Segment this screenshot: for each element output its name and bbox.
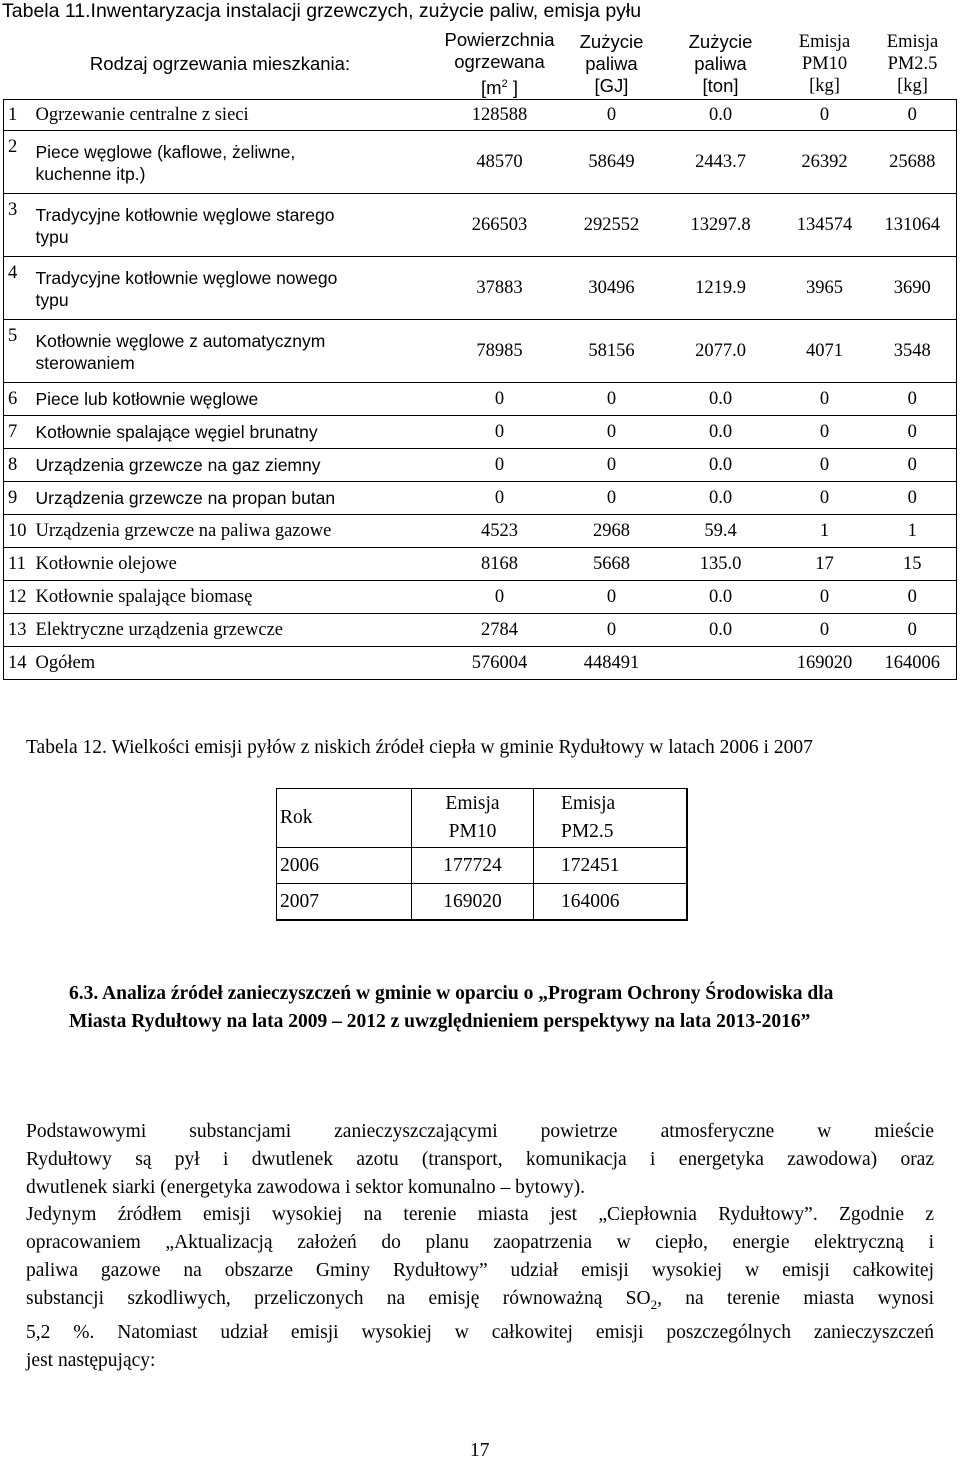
paragraph-line: opracowaniem „Aktualizacją założeń do planu zaopatrzenia w ciepło, energie elektryczną i [26,1232,934,1253]
row-name: Kotłownie spalające biomasę [36,581,437,614]
cell-ton: 1219.9 [661,257,781,320]
cell-pm25: 164006 [869,647,957,680]
row-number: 10 [4,515,36,548]
cell-pm10: 0 [781,100,869,131]
table-row [4,581,957,614]
row-name: Elektryczne urządzenia grzewcze [36,614,437,647]
row-name: Tradycyjne kotłownie węglowe starego typu [36,194,437,257]
cell-pm25: 0 [869,449,957,482]
table-row [4,131,957,194]
table-row [4,614,957,647]
row-name: Kotłownie olejowe [36,548,437,581]
row-number: 5 [4,320,36,383]
header-heating-type: Rodzaj ogrzewania mieszkania: [4,28,437,100]
cell-ton: 0.0 [661,449,781,482]
cell-pm25: 3548 [869,320,957,383]
cell-pm10: 169020 [781,647,869,680]
row-number: 2 [4,131,36,194]
cell-gj: 0 [563,614,661,647]
row-name: Piece węglowe (kaflowe, żeliwne, kuchenne itp.) [36,131,437,194]
table-row [4,482,957,515]
row-number: 14 [4,647,36,680]
header-year: Rok [277,789,412,848]
cell-gj: 0 [563,581,661,614]
cell-pm25: 0 [869,416,957,449]
row-number: 8 [4,449,36,482]
cell-pm25: 0 [869,383,957,416]
cell-ton: 0.0 [661,581,781,614]
cell-pm25: 1 [869,515,957,548]
table-12-title: Tabela 12. Wielkości emisji pyłów z niskich źródeł ciepła w gminie Rydułtowy w latach 2006 i 2007 [26,737,813,758]
header-pm10: Emisja PM10 [412,789,534,848]
table-row [277,848,687,884]
cell-gj: 0 [563,449,661,482]
cell-pm10: 4071 [781,320,869,383]
cell-pm25: 131064 [869,194,957,257]
row-number: 4 [4,257,36,320]
cell-gj: 30496 [563,257,661,320]
header-pm10: Emisja PM10 [kg] [781,28,869,100]
table-row [4,194,957,257]
cell-area: 0 [437,581,563,614]
cell-pm10: 0 [781,416,869,449]
row-name: Tradycyjne kotłownie węglowe nowego typu [36,257,437,320]
cell-pm10: 26392 [781,131,869,194]
cell-gj: 292552 [563,194,661,257]
header-pm25: Emisja PM2.5 [534,789,687,848]
table-row [4,548,957,581]
table-12 [276,788,688,921]
row-number: 6 [4,383,36,416]
cell-ton: 0.0 [661,416,781,449]
cell-area: 0 [437,416,563,449]
cell-area: 576004 [437,647,563,680]
table-row-total [4,647,957,680]
row-name: Kotłownie spalające węgiel brunatny [36,416,437,449]
cell-pm10: 0 [781,482,869,515]
row-number: 3 [4,194,36,257]
row-name: Ogrzewanie centralne z sieci [36,100,437,131]
cell-area: 128588 [437,100,563,131]
paragraph-line: substancji szkodliwych, przeliczonych na emisję równoważną $SO_2$, na terenie miasta wynosi [26,1288,934,1312]
table-row [4,100,957,131]
cell-gj: 448491 [563,647,661,680]
cell-pm25: 15 [869,548,957,581]
paragraph-line: 5,2 %. Natomiast udział emisji wysokiej w całkowitej emisji poszczególnych zanieczyszczeń [26,1321,934,1343]
cell-ton: 0.0 [661,614,781,647]
table-12-header [277,789,687,848]
paragraph-line: paliwa gazowe na obszarze Gminy Rydułtowy” udział emisji wysokiej w emisji całkowitej [26,1260,934,1281]
cell-area: 266503 [437,194,563,257]
row-name: Piece lub kotłownie węglowe [36,383,437,416]
cell-area: 0 [437,482,563,515]
table-row [4,320,957,383]
cell-pm25: 0 [869,482,957,515]
cell-area: 2784 [437,614,563,647]
cell-pm10: 0 [781,449,869,482]
page-number: 17 [470,1440,490,1461]
cell-gj: 58156 [563,320,661,383]
cell-pm25: 172451 [534,848,687,884]
row-name: Urządzenia grzewcze na propan butan [36,482,437,515]
cell-area: 4523 [437,515,563,548]
table-11-title: Tabela 11.Inwentaryzacja instalacji grzewczych, zużycie paliw, emisja pyłu [2,0,642,22]
cell-year: 2006 [277,848,412,884]
cell-pm10: 134574 [781,194,869,257]
cell-area: 0 [437,449,563,482]
cell-gj: 5668 [563,548,661,581]
header-fuel-gj: Zużycie paliwa [GJ] [563,28,661,100]
cell-gj: 58649 [563,131,661,194]
table-row [277,884,687,921]
cell-ton: 0.0 [661,482,781,515]
row-number: 9 [4,482,36,515]
cell-pm10: 3965 [781,257,869,320]
cell-ton: 0.0 [661,383,781,416]
cell-gj: 2968 [563,515,661,548]
section-heading: 6.3. Analiza źródeł zanieczyszczeń w gminie w oparciu o „Program Ochrony Środowiska dla Miasta Rydułtowy na lata 2009 – 2012 z uwzględnieniem perspektywy na lata 2013-2016” [69,983,834,1032]
cell-ton: 135.0 [661,548,781,581]
paragraph-1 [26,1118,934,1202]
cell-area: 8168 [437,548,563,581]
table-row [4,416,957,449]
row-name: Kotłownie węglowe z automatycznym sterowaniem [36,320,437,383]
cell-ton [661,647,781,680]
cell-pm10: 17 [781,548,869,581]
row-name: Ogółem [36,647,437,680]
cell-gj: 0 [563,100,661,131]
cell-pm10: 0 [781,614,869,647]
cell-pm10: 1 [781,515,869,548]
cell-area: 37883 [437,257,563,320]
cell-pm25: 3690 [869,257,957,320]
cell-pm25: 0 [869,100,957,131]
cell-year: 2007 [277,884,412,921]
table-row [4,449,957,482]
paragraph-line: Podstawowymi substancjami zanieczyszczającymi powietrze atmosferyczne w mieście [26,1121,934,1142]
paragraph-line: jest następujący: [26,1349,156,1371]
cell-ton: 2443.7 [661,131,781,194]
cell-ton: 0.0 [661,100,781,131]
paragraph-2 [26,1201,934,1375]
cell-gj: 0 [563,383,661,416]
cell-pm25: 25688 [869,131,957,194]
table-row [4,383,957,416]
cell-pm10: 169020 [412,884,534,921]
row-number: 13 [4,614,36,647]
cell-gj: 0 [563,416,661,449]
cell-gj: 0 [563,482,661,515]
cell-pm10: 177724 [412,848,534,884]
table-11 [3,28,957,680]
row-number: 1 [4,100,36,131]
paragraph-line: Jedynym źródłem emisji wysokiej na terenie miasta jest „Ciepłownia Rydułtowy”. Zgodnie z [26,1204,934,1225]
header-fuel-ton: Zużycie paliwa [ton] [661,28,781,100]
cell-area: 48570 [437,131,563,194]
row-number: 12 [4,581,36,614]
table-row [4,257,957,320]
row-name: Urządzenia grzewcze na paliwa gazowe [36,515,437,548]
cell-pm10: 0 [781,383,869,416]
cell-ton: 13297.8 [661,194,781,257]
paragraph-line: Rydułtowy są pył i dwutlenek azotu (transport, komunikacja i energetyka zawodowa) oraz [26,1149,934,1170]
header-area: Powierzchnia ogrzewana [$m^2$ ] [437,28,563,100]
cell-pm25: 0 [869,581,957,614]
cell-ton: 2077.0 [661,320,781,383]
row-number: 11 [4,548,36,581]
header-pm25: Emisja PM2.5 [kg] [869,28,957,100]
table-row [4,515,957,548]
row-number: 7 [4,416,36,449]
table-11-header [4,28,957,100]
cell-ton: 59.4 [661,515,781,548]
cell-area: 0 [437,383,563,416]
cell-pm25: 164006 [534,884,687,921]
paragraph-line: dwutlenek siarki (energetyka zawodowa i sektor komunalno – bytowy). [26,1177,586,1198]
cell-pm10: 0 [781,581,869,614]
cell-pm25: 0 [869,614,957,647]
row-name: Urządzenia grzewcze na gaz ziemny [36,449,437,482]
cell-area: 78985 [437,320,563,383]
